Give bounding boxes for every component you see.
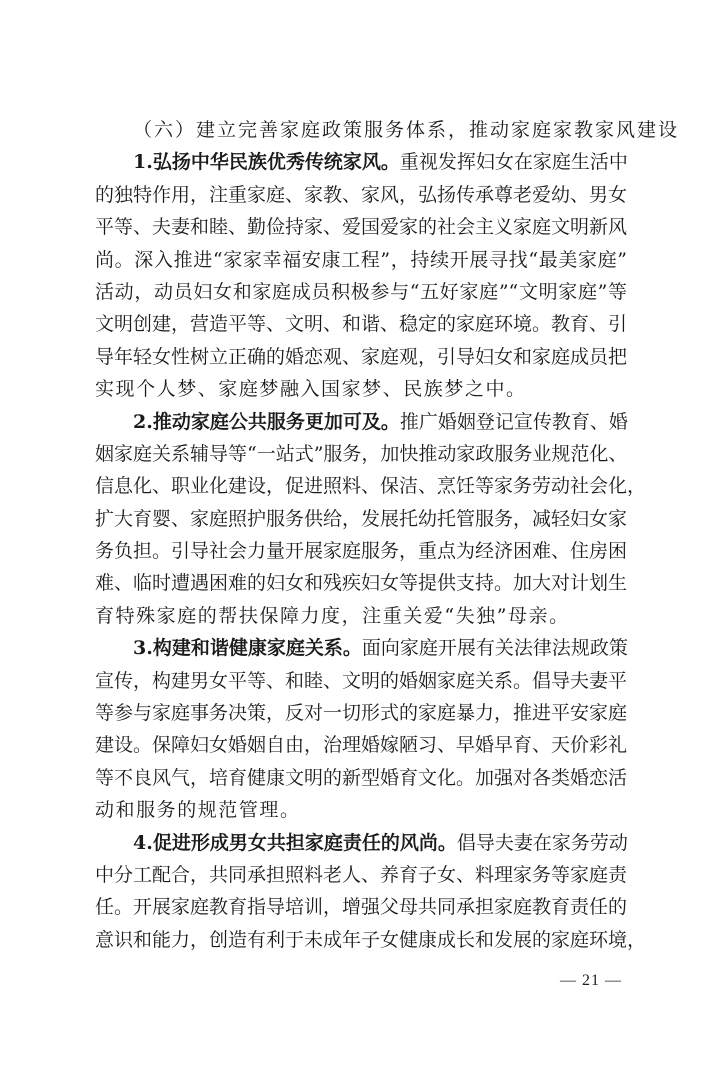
paragraph-text: 推广婚姻登记宣传教育、婚 xyxy=(399,410,628,433)
paragraph-line xyxy=(95,146,627,178)
section-title: 1.弘扬中华民族优秀传统家风。 xyxy=(133,151,400,174)
paragraph-line: 难、临时遭遇困难的妇女和残疾妇女等提供支持。加大对计划生 xyxy=(95,572,628,595)
paragraph-line: 中分工配合，共同承担照料老人、养育子女、料理家务等家庭责 xyxy=(95,863,628,886)
section-heading: （六）建立完善家庭政策服务体系，推动家庭家教家风建设 xyxy=(133,119,680,141)
paragraph-line: 平等、夫妻和睦、勤俭持家、爱国爱家的社会主义家庭文明新风 xyxy=(95,216,628,239)
paragraph-line: 宣传，构建男女平等、和睦、文明的婚姻家庭关系。倡导夫妻平 xyxy=(95,669,628,692)
paragraph-line: 动和服务的规范管理。 xyxy=(95,799,301,822)
paragraph-line: 任。开展家庭教育指导培训，增强父母共同承担家庭教育责任的 xyxy=(95,896,628,919)
paragraph-text: 倡导夫妻在家务劳动 xyxy=(456,831,628,854)
paragraph-line: 建设。保障妇女婚姻自由，治理婚嫁陋习、早婚早育、天价彩礼 xyxy=(95,734,628,757)
paragraph-text: 面向家庭开展有关法律法规政策 xyxy=(361,637,628,660)
paragraph-line: 扩大育婴、家庭照护服务供给，发展托幼托管服务，减轻妇女家 xyxy=(95,507,628,530)
section-title: 3.构建和谐健康家庭关系。 xyxy=(133,637,362,660)
paragraph-line xyxy=(95,406,627,438)
paragraph-line: 姻家庭关系辅导等“一站式”服务，加快推动家政服务业规范化、 xyxy=(95,442,628,465)
paragraph-line: 信息化、职业化建设，促进照料、保洁、烹饪等家务劳动社会化， xyxy=(95,475,647,498)
paragraph-line: 务负担。引导社会力量开展家庭服务，重点为经济困难、住房困 xyxy=(95,540,628,563)
document-body xyxy=(95,114,680,956)
paragraph-line: 尚。深入推进“家家幸福安康工程”，持续开展寻找“最美家庭” xyxy=(95,248,627,271)
paragraph-line: 等不良风气，培育健康文明的新型婚育文化。加强对各类婚恋活 xyxy=(95,766,628,789)
paragraph-line: 育特殊家庭的帮扶保障力度，注重关爱“失独”母亲。 xyxy=(95,604,570,627)
paragraph-line xyxy=(95,827,627,859)
paragraph-line: 意识和能力，创造有利于未成年子女健康成长和发展的家庭环境， xyxy=(95,928,647,951)
paragraph-line: 实现个人梦、家庭梦融入国家梦、民族梦之中。 xyxy=(95,378,527,401)
paragraph-line: 导年轻女性树立正确的婚恋观、家庭观，引导妇女和家庭成员把 xyxy=(95,345,628,368)
paragraph-line: 等参与家庭事务决策，反对一切形式的家庭暴力，推进平安家庭 xyxy=(95,702,628,725)
paragraph-line xyxy=(95,632,627,664)
paragraph-line: 活动，动员妇女和家庭成员积极参与“五好家庭”“文明家庭”等 xyxy=(95,280,627,303)
paragraph-line: 文明创建，营造平等、文明、和谐、稳定的家庭环境。教育、引 xyxy=(95,313,628,336)
paragraph-line: 的独特作用，注重家庭、家教、家风，弘扬传承尊老爱幼、男女 xyxy=(95,183,628,206)
section-title: 4.促进形成男女共担家庭责任的风尚。 xyxy=(133,831,457,854)
paragraph-text: 重视发挥妇女在家庭生活中 xyxy=(399,151,628,174)
section-title: 2.推动家庭公共服务更加可及。 xyxy=(133,410,400,433)
page-number: — 21 — xyxy=(560,972,622,989)
